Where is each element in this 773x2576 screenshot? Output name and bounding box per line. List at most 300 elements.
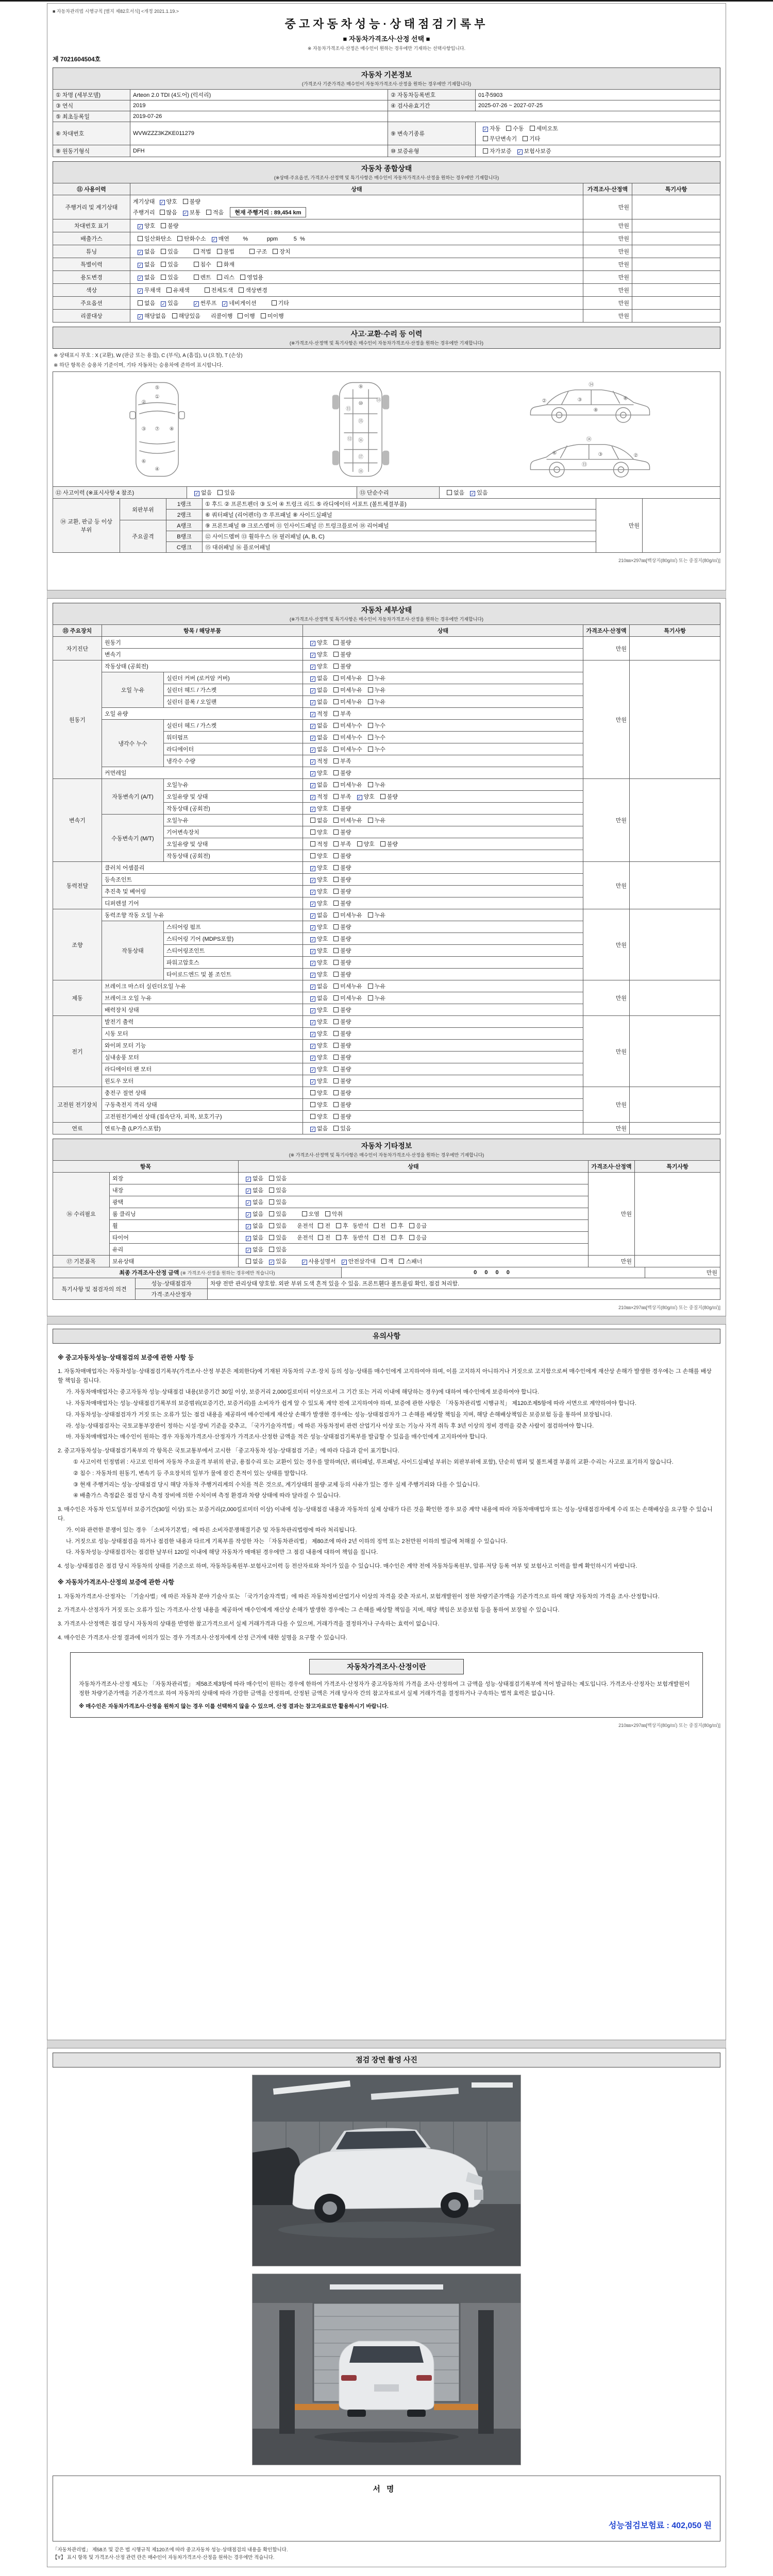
checkbox-unchecked xyxy=(447,490,452,495)
state-cell xyxy=(303,838,583,850)
checkbox-checked: ✓ xyxy=(311,890,315,895)
page-separator xyxy=(47,590,726,598)
checkbox-option xyxy=(306,1006,328,1014)
checkbox-option xyxy=(518,134,540,143)
section-title: 자동차 기타정보 xyxy=(361,1142,412,1150)
checkbox-checked: ✓ xyxy=(311,913,315,919)
checkbox-option xyxy=(207,234,229,243)
checkbox-label: 누유 xyxy=(374,995,386,1002)
checkbox-label: 양호 xyxy=(317,901,328,907)
checkbox-unchecked xyxy=(333,841,339,846)
checkbox-checked: ✓ xyxy=(311,700,315,705)
notice-paragraph: 마. 자동차매매업자는 매수인이 원하는 경우 자동차가격조사·산정자가 가격조사·산정한 금액을 적은 성능·상태점검기록부를 발급할 수 있음을 매수인에게 고지하여야 합니다. xyxy=(66,1434,488,1440)
checkbox-label: 누유 xyxy=(374,912,386,919)
notice-paragraph: 1. 자동차가격조사·산정자는 「기술사법」에 따른 자동차 분야 기술사 또는 「국가기술자격법」에 따른 자동차정비산업기사 이상의 자격을 갖춘 자로서, 보험개발원이 정한 차량기준가액을 기준가격으로 하여 해당 자동차의 가격을 조사·산정합니다. xyxy=(58,1593,660,1600)
field-label: ② 자동차등록번호 xyxy=(388,90,476,100)
checkbox-option xyxy=(306,958,328,967)
usage-item-state xyxy=(130,219,583,232)
device-label: ⑯ 수리필요 xyxy=(53,1173,110,1256)
checkbox-option xyxy=(306,792,328,801)
checkbox-option xyxy=(329,792,351,801)
checkbox-label: 누수 xyxy=(374,747,386,753)
checkbox-label: 전 xyxy=(325,1235,331,1241)
svg-text:⑦: ⑦ xyxy=(155,426,160,432)
device-label: 전기 xyxy=(53,1016,102,1087)
checkbox-option xyxy=(306,698,328,706)
checkbox-checked: ✓ xyxy=(311,925,315,930)
notice-paragraph: 3. 매수인은 자동차 인도일부터 보증기간(30일 이상) 또는 보증거리(2,000킬로미터 이상) 이내에 성능·상태점검 내용과 자동차의 실제 상태가 다른 것을 확인한 경우 보증 계약 내용에 따라 자동차매매업자 또는 성능·상태점검자에게 수리 또는 손해배상을 요구할 수 있습니다. xyxy=(58,1506,713,1522)
checkbox-option xyxy=(329,1041,351,1049)
device-row xyxy=(53,779,720,791)
checkbox-checked: ✓ xyxy=(311,807,315,812)
item-label: 타이어 xyxy=(110,1232,239,1244)
checkbox-option xyxy=(189,260,211,268)
state-cell xyxy=(303,957,583,969)
field-label: ④ 검사유효기간 xyxy=(388,100,476,111)
checkbox-checked: ✓ xyxy=(246,1189,250,1194)
inspection-insurance-fee xyxy=(61,2519,712,2531)
item-label: 보유상태 xyxy=(110,1256,239,1267)
panel-category: 주요골격 xyxy=(120,520,166,553)
checkbox-checked: ✓ xyxy=(246,1212,250,1217)
checkbox-label: 없음 xyxy=(253,1259,264,1265)
checkbox-label: 있음 xyxy=(340,1126,351,1132)
checkbox-option xyxy=(256,312,284,320)
checkbox-label: 불량 xyxy=(340,901,351,907)
checkbox-label: 누유 xyxy=(374,699,386,705)
notice-paragraph: ④ 배출가스 측정값은 점검 당시 측정 장비에 의한 수치이며 측정 환경과 차량 상태에 따라 달라질 수 있습니다. xyxy=(73,1493,341,1499)
checkbox-option xyxy=(329,650,351,658)
checkbox-unchecked xyxy=(333,652,339,657)
checkbox-option xyxy=(306,804,328,812)
section-overall-condition xyxy=(53,161,720,183)
engine-type-value: DFH xyxy=(130,145,388,157)
checkbox-option xyxy=(189,299,217,307)
checkbox-option xyxy=(329,958,351,967)
checkbox-option xyxy=(264,1245,287,1253)
legal-footnotes xyxy=(53,2547,720,2562)
item-label: 오일유량 및 상태 xyxy=(164,791,303,803)
field-label: ① 차명 (세부모델) xyxy=(53,90,130,100)
checkbox-option xyxy=(376,792,398,801)
checkbox-label: 없음 xyxy=(253,1247,264,1253)
checkbox-label: 있음 xyxy=(167,262,179,268)
checkbox-checked: ✓ xyxy=(311,1067,315,1073)
simple-repair-label: ⑬ 단순수리 xyxy=(357,487,440,499)
state-cell xyxy=(239,1232,589,1244)
checkbox-option xyxy=(236,273,263,281)
checkbox-unchecked xyxy=(269,1176,274,1181)
checkbox-checked: ✓ xyxy=(311,1127,315,1132)
state-cell xyxy=(303,743,583,755)
checkbox-option xyxy=(329,698,362,706)
checkbox-label: 장치 xyxy=(279,249,291,255)
checkbox-option xyxy=(212,273,234,281)
checkbox-unchecked xyxy=(310,818,315,823)
checkbox-option xyxy=(405,1222,427,1230)
checkbox-unchecked xyxy=(206,210,211,215)
checkbox-unchecked xyxy=(269,1223,274,1228)
checkbox-label: 미세누유 xyxy=(340,699,362,705)
checkbox-label: 보험사보증 xyxy=(524,148,551,155)
checkbox-label: 불량 xyxy=(340,652,351,658)
svg-text:⑭: ⑭ xyxy=(589,382,594,388)
section-title: 자동차 종합상태 xyxy=(361,164,412,173)
table-row xyxy=(53,1267,720,1278)
accident-history-label: ⑫ 사고이력 (※표시사항 4 참조) xyxy=(53,487,187,499)
checkbox-option xyxy=(306,638,328,647)
usage-item-label: 주요옵션 xyxy=(53,297,130,310)
checkbox-label: 후 xyxy=(398,1223,404,1229)
checkbox-label: 미세누유 xyxy=(340,782,362,788)
checkbox-label: 있음 xyxy=(276,1247,287,1253)
checkbox-checked: ✓ xyxy=(311,961,315,966)
item-label: 실린더 헤드 / 가스켓 xyxy=(164,720,303,732)
price-cell: 만원 xyxy=(589,1173,635,1256)
checkbox-option xyxy=(377,1257,394,1265)
column-header: 가격조사·산정액 xyxy=(589,1161,635,1173)
checkbox-option xyxy=(329,674,362,682)
checkbox-option xyxy=(234,286,267,294)
checkbox-label: 무단변속기 xyxy=(490,136,517,142)
checkbox-unchecked xyxy=(240,275,245,280)
checkbox-label: 부족 xyxy=(340,794,351,800)
checkbox-unchecked xyxy=(333,1114,339,1119)
checkbox-unchecked xyxy=(368,723,373,728)
checkbox-checked: ✓ xyxy=(311,676,315,682)
checkbox-checked: ✓ xyxy=(223,301,227,307)
checkbox-label: 없음 xyxy=(253,1211,264,1217)
checkbox-label: 불량 xyxy=(340,960,351,966)
checkbox-unchecked xyxy=(368,675,373,681)
checkbox-option xyxy=(306,650,328,658)
inline-text: 주행거리 xyxy=(133,210,155,216)
state-cell xyxy=(239,1220,589,1232)
section-subtitle: (가격조사 기준가격은 매수인이 자동차가격조사·산정을 원하는 경우에만 기재합니다) xyxy=(301,81,472,87)
checkbox-option xyxy=(133,312,166,320)
overall-row xyxy=(53,271,720,284)
checkbox-label: 영업용 xyxy=(247,275,263,281)
state-cell xyxy=(303,696,583,708)
column-header: 가격조사·산정액 xyxy=(583,625,630,637)
item-label: 오일 유량 xyxy=(102,708,303,720)
checkbox-option xyxy=(337,1257,376,1265)
checkbox-unchecked xyxy=(333,995,339,1001)
checkbox-label: 양호 xyxy=(317,853,328,859)
checkbox-unchecked xyxy=(261,313,266,318)
checkbox-label: 불량 xyxy=(167,223,179,229)
checkbox-label: 누유 xyxy=(374,984,386,990)
item-label: 추진축 및 베어링 xyxy=(102,886,303,897)
checkbox-label: 썬루프 xyxy=(200,300,217,307)
checkbox-checked: ✓ xyxy=(311,1032,315,1037)
checkbox-option xyxy=(329,911,362,919)
item-label: 작동상태 (공회전) xyxy=(102,660,303,672)
checkbox-label: 리스 xyxy=(223,275,235,281)
note-cell xyxy=(632,232,720,245)
state-cell xyxy=(303,921,583,933)
checkbox-option xyxy=(241,1198,263,1206)
checkbox-label: 없음 xyxy=(253,1188,264,1194)
checkbox-label: 불량 xyxy=(340,877,351,883)
checkbox-unchecked xyxy=(333,699,339,704)
checkbox-label: 없음 xyxy=(201,490,212,496)
item-group-label: 냉각수 누수 xyxy=(102,720,164,767)
transmission-options-row2 xyxy=(478,133,717,144)
checkbox-unchecked xyxy=(333,948,339,953)
checkbox-option xyxy=(386,1222,404,1230)
notice-text-block xyxy=(53,1344,720,1644)
checkbox-unchecked xyxy=(310,1114,315,1119)
checkbox-unchecked xyxy=(333,1066,339,1072)
checkbox-unchecked xyxy=(217,490,223,495)
checkbox-option xyxy=(306,674,328,682)
checkbox-checked: ✓ xyxy=(357,795,362,800)
checkbox-label: 있음 xyxy=(477,490,488,496)
checkbox-checked: ✓ xyxy=(311,724,315,729)
checkbox-option xyxy=(306,686,328,694)
empty-cell xyxy=(388,111,720,122)
checkbox-checked: ✓ xyxy=(194,301,198,307)
column-header: 상태 xyxy=(239,1161,589,1173)
checkbox-label: 있음 xyxy=(276,1188,287,1194)
checkbox-unchecked xyxy=(380,841,385,846)
checkbox-option xyxy=(306,875,328,884)
checkbox-option xyxy=(329,887,351,895)
overall-row xyxy=(53,245,720,258)
state-cell xyxy=(303,708,583,720)
notice-paragraph: 라. 성능·상태점검자는 국토교통부장관이 정하는 시설·장비 기준을 갖추고, 「국가기술자격법」에 따른 자동차정비 관련 산업기사 이상 또는 기능사 자격 취득 후 3년 이상의 정비 경력을 갖춘 사람이 점검하여야 합니다. xyxy=(66,1422,594,1429)
checkbox-option xyxy=(352,792,375,801)
checkbox-option xyxy=(306,662,328,670)
usage-item-label: 튜닝 xyxy=(53,245,130,258)
item-group-label: 수동변속기 (M/T) xyxy=(102,815,164,862)
checkbox-option xyxy=(156,247,178,256)
usage-item-label: 차대번호 표기 xyxy=(53,219,130,232)
checkbox-label: 없음 xyxy=(453,490,465,496)
checkbox-unchecked xyxy=(368,818,373,823)
checkbox-option xyxy=(329,923,351,931)
item-group-label: 자동변속기 (A/T) xyxy=(102,779,164,815)
checkbox-option xyxy=(376,840,398,848)
checkbox-unchecked xyxy=(161,249,166,254)
item-label: 유리 xyxy=(110,1244,239,1256)
checkbox-option xyxy=(329,1077,351,1085)
checkbox-label: 미세누수 xyxy=(340,723,362,729)
checkbox-unchecked xyxy=(333,901,339,906)
checkbox-option xyxy=(329,1018,351,1026)
checkbox-checked: ✓ xyxy=(246,1248,250,1253)
checkbox-label: 양호 xyxy=(317,652,328,658)
svg-text:⑥: ⑥ xyxy=(552,450,557,456)
table-row xyxy=(53,487,720,499)
checkbox-option xyxy=(178,208,200,216)
appraiser-opinion-text xyxy=(208,1289,720,1300)
checkbox-option xyxy=(306,863,328,872)
device-label: 원동기 xyxy=(53,660,102,779)
basic-info-table xyxy=(53,89,720,157)
checkbox-label: 양호 xyxy=(363,841,375,848)
checkbox-option xyxy=(313,1222,330,1230)
checkbox-label: 양호 xyxy=(317,924,328,930)
state-cell xyxy=(303,1063,583,1075)
notice-paragraph: ※ 자동차가격조사·산정의 보증에 관한 사항 xyxy=(58,1579,175,1586)
price-cell: 만원 xyxy=(583,219,632,232)
checkbox-unchecked xyxy=(333,675,339,681)
checkbox-label: 양호 xyxy=(317,1114,328,1120)
checkbox-label: 세미오토 xyxy=(536,126,559,132)
state-cell xyxy=(303,684,583,696)
checkbox-option xyxy=(155,208,177,216)
inspection-period-value: 2025-07-26 ~ 2027-07-25 xyxy=(476,100,720,111)
notice-paragraph: 나. 거짓으로 성능·상태점검을 하거나 점검한 내용과 다르게 기록부를 작성한 자는 「자동차관리법」 제80조에 따라 2년 이하의 징역 또는 2천만원 이하의 벌금에 처해질 수 있습니다. xyxy=(66,1538,508,1545)
checkbox-option xyxy=(306,899,328,907)
checkbox-option xyxy=(363,733,385,741)
checkbox-option xyxy=(329,863,351,872)
checkbox-unchecked xyxy=(333,1043,339,1048)
footnote-line: 【Y】 표시 항목 및 가격조사·산정 관련 란은 매수인이 자동차가격조사·산정을 원하는 경우에만 적습니다. xyxy=(53,2554,275,2561)
checkbox-checked: ✓ xyxy=(311,748,315,753)
checkbox-unchecked xyxy=(409,1223,414,1228)
item-label: 변속기 xyxy=(102,649,303,660)
page-4 xyxy=(47,2048,726,2567)
table-header-row xyxy=(53,1161,720,1173)
checkbox-label: 불량 xyxy=(189,199,201,205)
checkbox-unchecked xyxy=(530,126,535,131)
item-label: 시동 모터 xyxy=(102,1028,303,1040)
state-cell xyxy=(303,992,583,1004)
model-year-value: 2019 xyxy=(130,100,388,111)
transmission-type-value xyxy=(476,122,720,145)
note-cell xyxy=(632,297,720,310)
state-cell xyxy=(303,1123,583,1134)
item-group-label: 작동상태 xyxy=(102,921,164,980)
checkbox-label: 불량 xyxy=(340,1114,351,1120)
checkbox-option xyxy=(329,1112,351,1121)
note-cell xyxy=(630,862,720,909)
checkbox-option xyxy=(329,1100,351,1109)
checkbox-unchecked xyxy=(160,210,165,215)
inspector-opinion-text: 차량 전반 관리상태 양호함. 외판 부위 도색 흔적 있을 수 있음. 프론트휀다 볼트풀림 확인, 점검 처리함. xyxy=(208,1278,720,1289)
section-title: 자동차 기본정보 xyxy=(361,71,412,79)
checkbox-option xyxy=(363,698,385,706)
exchange-panel-table xyxy=(53,498,720,553)
checkbox-label: 불량 xyxy=(386,794,398,800)
item-label: 스티어링조인트 xyxy=(164,945,303,957)
checkbox-option xyxy=(329,804,351,812)
checkbox-label: 양호 xyxy=(317,877,328,883)
page-separator xyxy=(47,1316,726,1324)
item-label: 오일누유 xyxy=(164,779,303,791)
document-subtitle-note: ※ 자동차가격조사·산정은 매수인이 원하는 경우에만 기재하는 선택사항입니다. xyxy=(307,46,466,51)
checkbox-unchecked xyxy=(483,148,488,154)
device-label: 변속기 xyxy=(53,779,102,862)
checkbox-option xyxy=(369,1233,386,1242)
checkbox-unchecked xyxy=(333,829,339,835)
section-title: 사고·교환·수리 등 이력 xyxy=(350,330,423,338)
checkbox-option xyxy=(267,299,289,307)
checkbox-option xyxy=(306,1029,328,1038)
checkbox-unchecked xyxy=(333,1126,339,1131)
checkbox-option xyxy=(241,1222,263,1230)
checkbox-option xyxy=(478,147,512,155)
final-price-label xyxy=(53,1267,342,1278)
checkbox-label: 적음 xyxy=(213,210,224,216)
checkbox-option xyxy=(306,757,328,765)
rank-label: 1랭크 xyxy=(166,499,203,510)
checkbox-label: 없음 xyxy=(317,747,328,753)
device-label: 조향 xyxy=(53,909,102,980)
accident-history-state xyxy=(187,487,357,499)
checkbox-unchecked xyxy=(333,640,339,645)
checkbox-label: 불량 xyxy=(340,865,351,871)
item-label: 라디에이터 팬 모터 xyxy=(102,1063,303,1075)
signature-area xyxy=(53,2476,720,2541)
svg-text:⑫: ⑫ xyxy=(347,436,352,442)
fee-value: 402,050 원 xyxy=(671,2521,712,2530)
checkbox-label: 없음 xyxy=(144,249,156,255)
checkbox-label: 양호 xyxy=(317,1078,328,1084)
table-row xyxy=(53,90,720,100)
usage-item-label: 배출가스 xyxy=(53,232,130,245)
registration-number-value: 01추5903 xyxy=(476,90,720,100)
checkbox-unchecked xyxy=(368,699,373,704)
checkbox-unchecked xyxy=(310,1090,315,1095)
checkbox-label: 네비게이션 xyxy=(229,300,257,307)
checkbox-option xyxy=(363,994,385,1002)
checkbox-label: 구조 xyxy=(256,249,267,255)
field-label: ③ 연식 xyxy=(53,100,130,111)
state-cell xyxy=(303,649,583,660)
state-cell xyxy=(303,1111,583,1123)
notice-paragraph: ① 사고이력 인정범위 : 사고로 인하여 자동차 주요골격 부위의 판금, 용접수리 또는 교환이 있는 경우를 말하며(단, 쿼터패널, 루프패널, 사이드실패널 부위는 외판부위에 포함), 단순히 범퍼 및 볼트체결 부품의 교환·수리는 사고로 표기하지 않습니다. xyxy=(73,1459,674,1465)
checkbox-label: 없음 xyxy=(317,1126,328,1132)
state-cell xyxy=(239,1244,589,1256)
checkbox-checked: ✓ xyxy=(470,491,475,496)
side-view-diagrams xyxy=(526,376,654,482)
checkbox-unchecked xyxy=(333,770,339,775)
checkbox-checked: ✓ xyxy=(138,276,142,281)
checkbox-label: 불량 xyxy=(340,829,351,836)
section-subtitle: (※가격조사·산정액 및 특기사항은 매수인이 자동차가격조사·산정을 원하는 경우에만 기재합니다) xyxy=(289,617,484,622)
explainer-text: 자동차가격조사·산정 제도는 「자동차관리법」 제58조제3항에 따라 매수인이 원하는 경우에 한하여 가격조사·산정자가 중고자동차의 가격을 조사·산정하여 그 금액을 성능·상태점검기록부에 적어 발급하는 제도입니다. 가격조사·산정자는 보험개발원이 정한 차량기준가액을 기준가격으로 하여 자동차의 상태에 따라 가감한 금액을 산정하며, 산정된 금액은 거래 당사자 간의 참고자료로서 실제 거래가격을 결정하거나 구속하는 법적 효력은 없습니다. xyxy=(79,1681,690,1697)
price-cell: 만원 xyxy=(583,637,630,660)
checkbox-label: 양호 xyxy=(317,1102,328,1108)
checkbox-checked: ✓ xyxy=(311,973,315,978)
checkbox-label: 없음 xyxy=(253,1199,264,1206)
device-label: 제동 xyxy=(53,980,102,1016)
checkbox-option xyxy=(155,197,177,206)
checkbox-option xyxy=(329,982,362,990)
state-cell xyxy=(303,815,583,826)
usage-item-label: 색상 xyxy=(53,284,130,297)
checkbox-label: 매연 xyxy=(218,236,229,242)
checkbox-label: 양호 xyxy=(144,223,156,229)
checkbox-label: 침수 xyxy=(200,262,211,268)
device-row xyxy=(53,1123,720,1134)
svg-text:⑪: ⑪ xyxy=(346,406,351,412)
checkbox-label: 사용설명서 xyxy=(308,1259,336,1265)
item-label: 타이로드엔드 및 볼 조인트 xyxy=(164,969,303,980)
usage-item-state xyxy=(130,245,583,258)
svg-text:⑭: ⑭ xyxy=(586,437,592,443)
checkbox-unchecked xyxy=(269,1211,274,1216)
checkbox-checked: ✓ xyxy=(311,937,315,942)
checkbox-checked: ✓ xyxy=(311,653,315,658)
page-2 xyxy=(47,598,726,1316)
checkbox-checked: ✓ xyxy=(311,712,315,717)
checkbox-option xyxy=(329,1124,351,1132)
